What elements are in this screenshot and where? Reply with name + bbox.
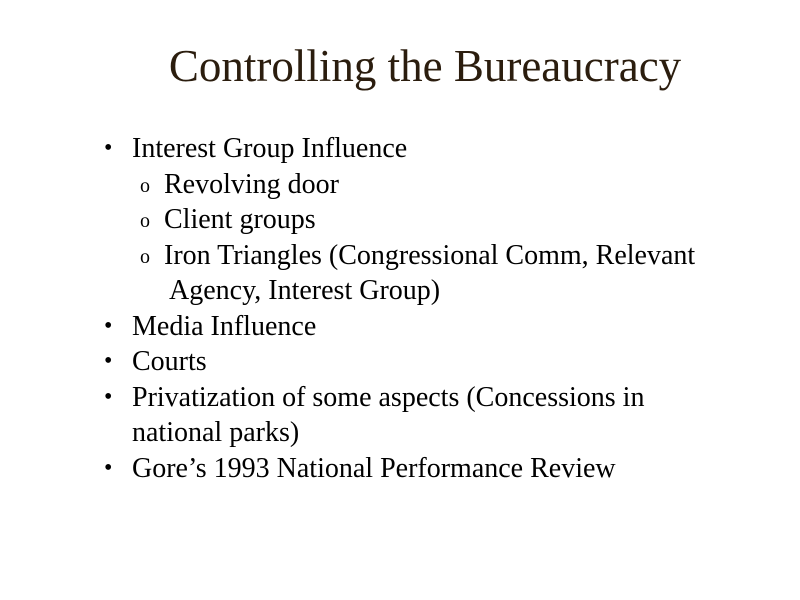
sub-bullet-icon: o [140,245,150,268]
bullet-icon: • [104,135,113,161]
list-item-label: Privatization of some aspects (Concessions in [132,381,645,413]
list-item-interest-group [104,131,784,167]
sub-item-revolving-door [104,167,784,203]
sub-item-label-continued: Agency, Interest Group) [169,275,441,306]
list-item-privatization [104,380,784,416]
sub-item-iron-triangles [104,238,784,274]
bullet-icon: • [104,312,113,339]
sub-item-iron-triangles-continued [104,273,784,309]
list-item-courts [104,344,784,380]
sub-item-label: Revolving door [164,168,339,200]
bullet-icon: • [104,383,113,410]
bullet-list [104,131,784,486]
list-item-privatization-continued [104,415,784,451]
sub-item-label: Iron Triangles (Congressional Comm, Relevant [164,239,696,271]
slide-title: Controlling the Bureaucracy [168,41,682,91]
sub-item-label: Client groups [164,204,316,235]
list-item-label: Gore’s 1993 National Performance Review [132,452,616,484]
list-item-label: Media Influence [132,310,317,342]
list-item-label: Interest Group Influence [132,133,408,164]
list-item-label: Courts [132,346,207,377]
bullet-icon: • [104,348,113,374]
list-item-media [104,309,784,345]
sub-bullet-icon: o [140,174,150,197]
sub-bullet-icon: o [140,210,150,232]
list-item-label-continued: national parks) [132,417,300,448]
sub-item-client-groups [104,202,784,238]
list-item-gore [104,451,784,487]
bullet-icon: • [104,454,113,481]
